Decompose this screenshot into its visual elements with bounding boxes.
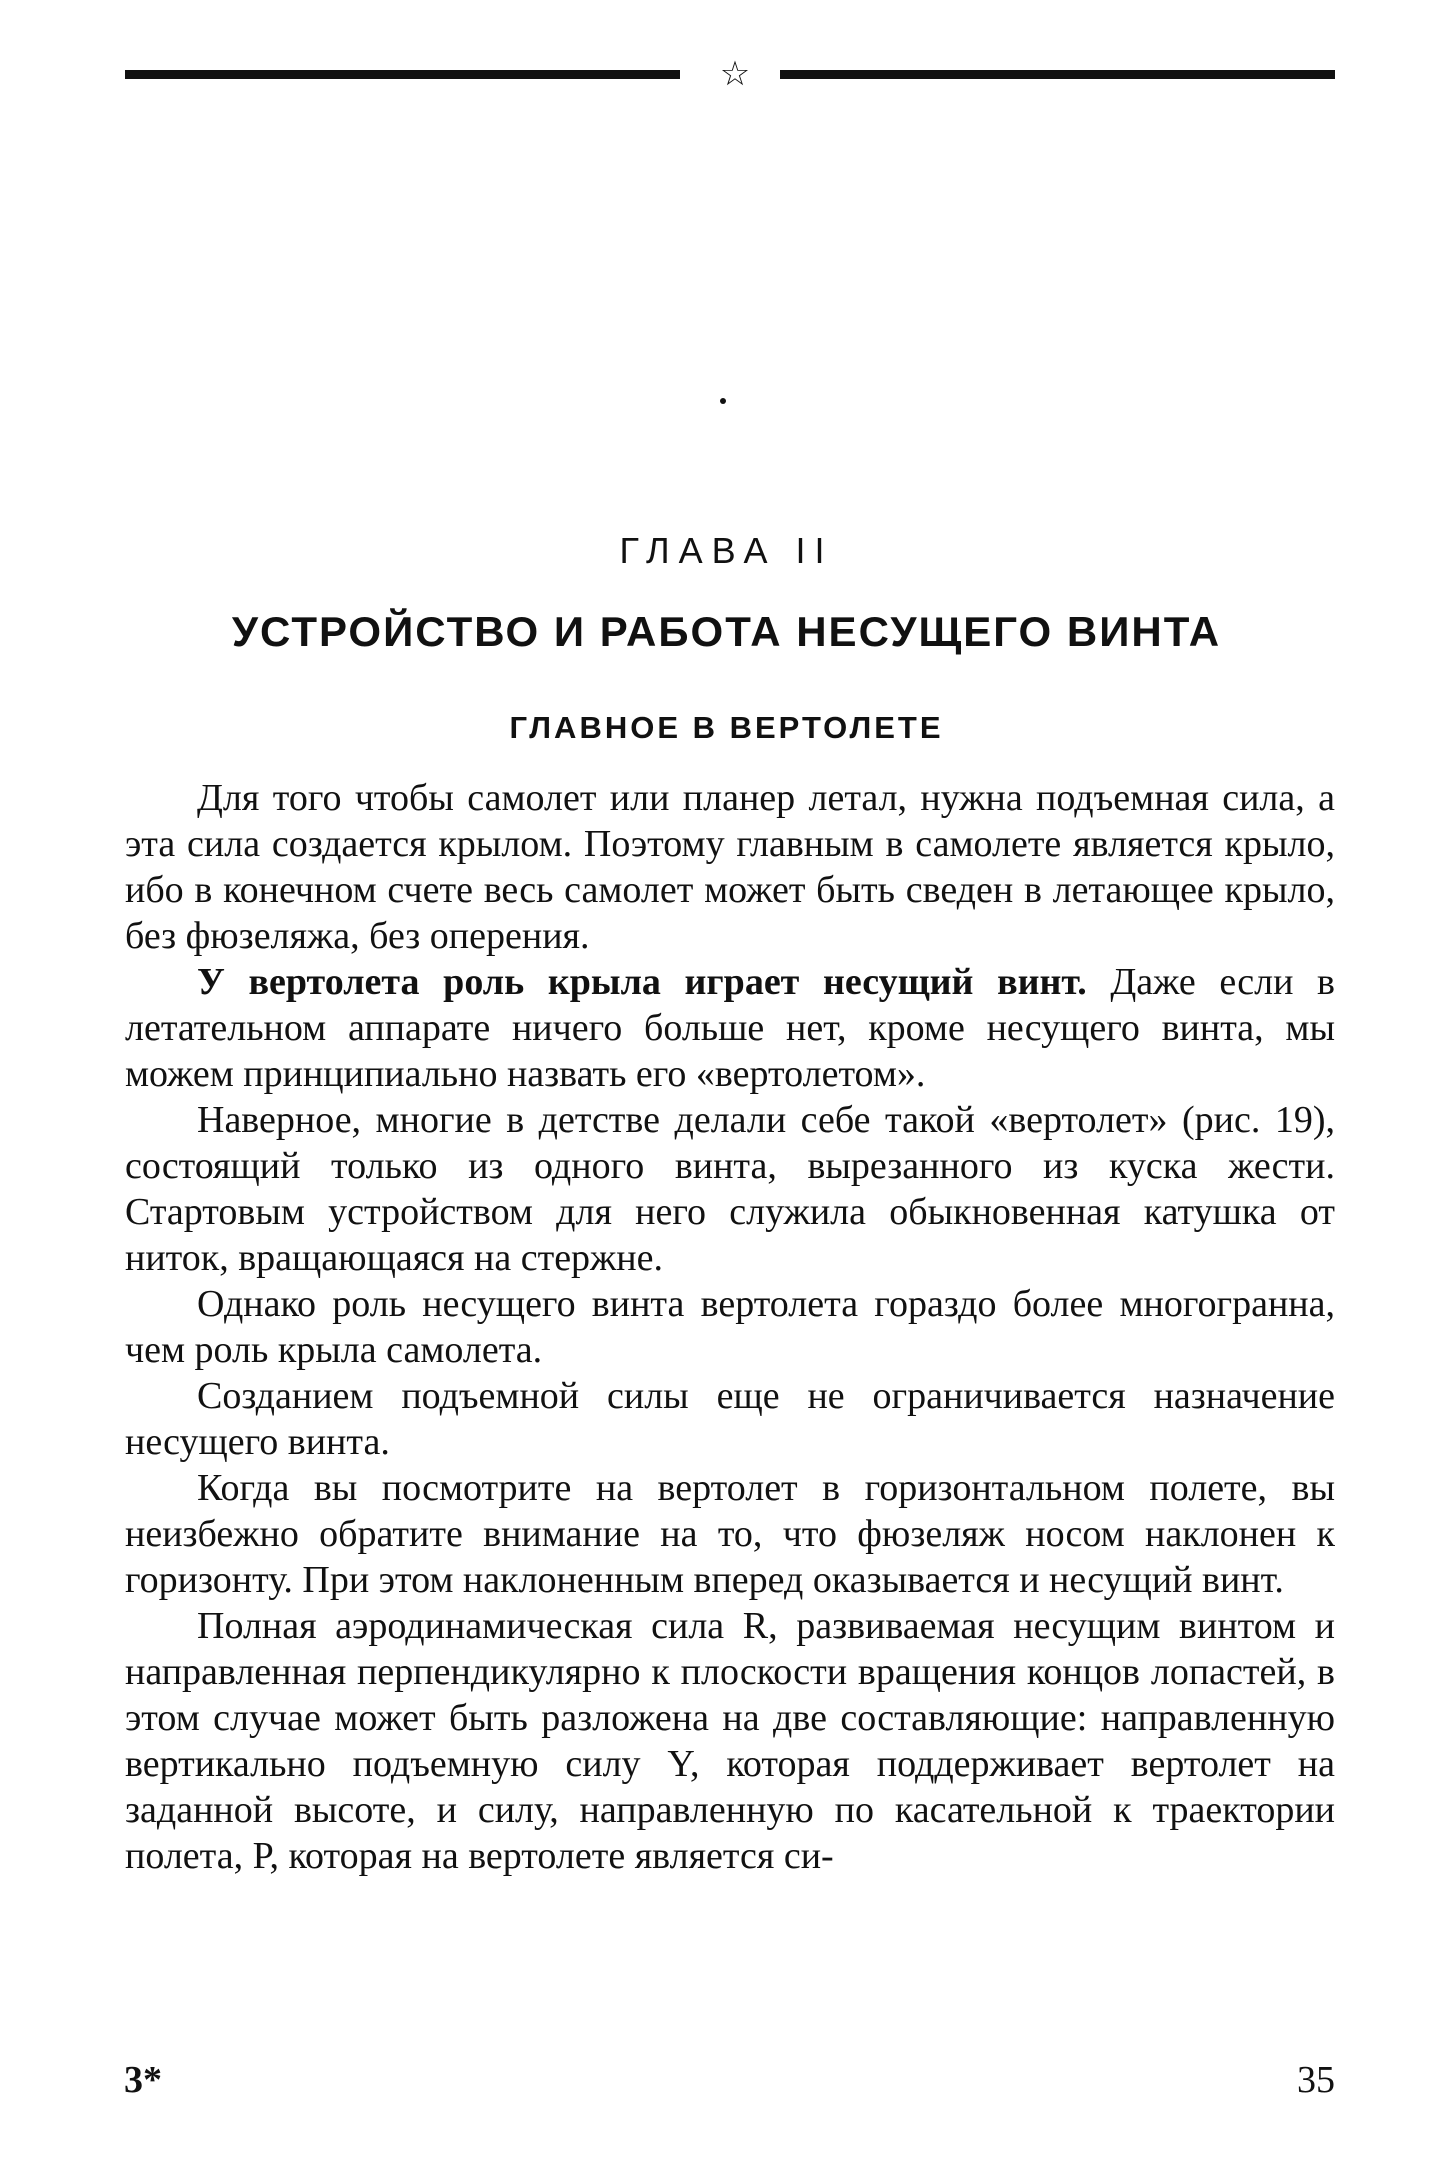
print-dot [720,398,726,404]
header-rule-left [125,70,680,79]
paragraph-4: Однако роль несущего винта вертолета гораздо более многогранна, чем роль крыла самолета. [125,1283,1335,1371]
paragraph-6: Когда вы посмотрите на вертолет в горизонтальном полете, вы неизбежно обратите внимание на то, что фюзеляж носом наклонен к горизонту. При этом наклоненным вперед оказывается и несущий винт. [125,1467,1335,1601]
header-rule-right [780,70,1335,79]
header-ornament [125,54,1335,94]
section-heading: ГЛАВНОЕ В ВЕРТОЛЕТЕ [509,710,944,745]
star-icon: ☆ [719,54,751,94]
paragraph-2 [125,959,1335,1097]
paragraph-2-rest: Даже если в летательном аппарате ничего больше нет, кроме несущего винта, мы можем принципиально назвать его «вертолетом». [125,961,1335,1095]
paragraph-1: Для того чтобы самолет или планер летал, нужна подъемная сила, а эта сила создается крылом. Поэтому главным в самолете является крыло, ибо в конечном счете весь самолет может быть сведен в летающее крыло, без фюзеляжа, без оперения. [125,777,1335,957]
chapter-title: УСТРОЙСТВО И РАБОТА НЕСУЩЕГО ВИНТА [231,608,1222,655]
paragraph-7: Полная аэродинамическая сила R, развиваемая несущим винтом и направленная перпендикулярно к плоскости вращения концов лопастей, в этом случае может быть разложена на две составляющие: направленную вертикально подъемную силу Y, которая поддерживает вертолет на заданной высоте, и силу, направленную по касательной к траектории полета, P, которая на вертолете является си- [125,1605,1335,1877]
chapter-label: ГЛАВА II [619,530,834,571]
page-number: 35 [1297,2059,1335,2101]
paragraph-3: Наверное, многие в детстве делали себе такой «вертолет» (рис. 19), состоящий только из одного винта, вырезанного из куска жести. Стартовым устройством для него служила обыкновенная катушка от ниток, вращающаяся на стержне. [125,1099,1335,1279]
body-text [125,775,1335,1879]
paragraph-5: Созданием подъемной силы еще не ограничивается назначение несущего винта. [125,1375,1335,1463]
signature-mark: 3* [124,2059,162,2101]
paragraph-2-bold: У вертолета роль крыла играет несущий винт. [197,961,1087,1003]
